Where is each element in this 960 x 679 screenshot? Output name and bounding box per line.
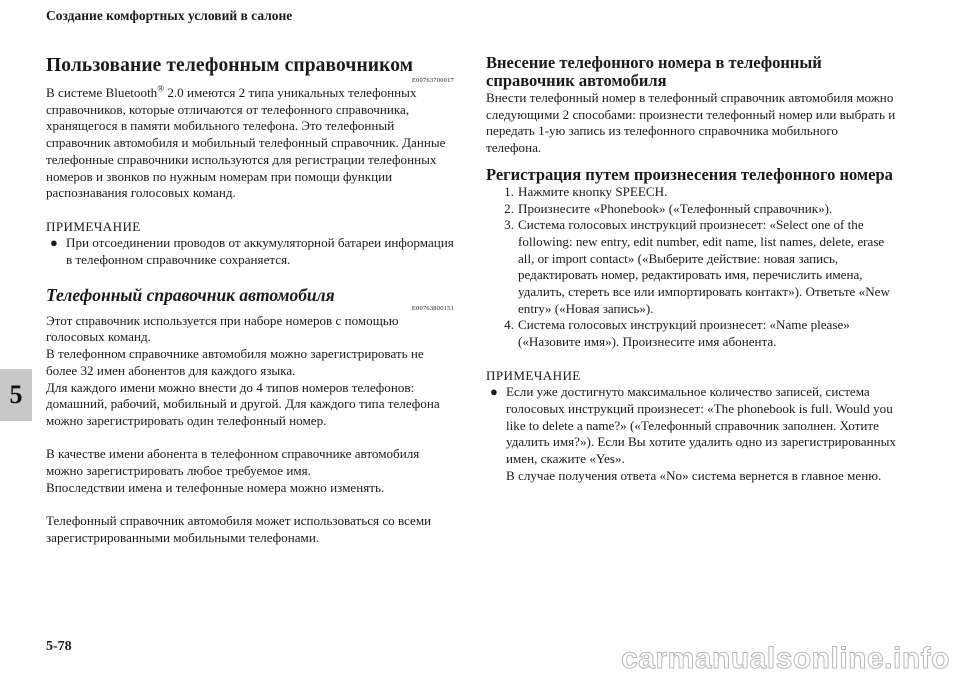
note-bullet: ● Если уже достигнуто максимальное количество записей, система голосовых инструкций произнесет: «The phonebook is full. Would you like to delete a name?» («Телефонный справочник заполнен. Хотите удалить имя?»). Если Вы хотите удалить одно из зарегистрированных имен, скажите «Yes». В случае получения ответа «No» система вернется в главное меню.: [486, 384, 896, 484]
heading-voice-registration: Регистрация путем произнесения телефонного номера: [486, 164, 893, 184]
chapter-tab: 5: [0, 369, 32, 421]
steps-list: [486, 184, 896, 351]
heading-add-number: Внесение телефонного номера в телефонный справочник автомобиля: [486, 53, 822, 90]
heading-vehicle-phonebook: Телефонный справочник автомобиля: [46, 284, 335, 305]
note-bullet: ● При отсоединении проводов от аккумуляторной батареи информация в телефонном справочнике сохраняется.: [46, 235, 454, 268]
section-header: Создание комфортных условий в салоне: [46, 8, 293, 23]
bullet-icon: ●: [50, 235, 58, 251]
bullet-icon: ●: [490, 384, 498, 400]
paragraph: Этот справочник используется при наборе номеров с помощью голосовых команд.: [46, 312, 399, 345]
paragraph: В качестве имени абонента в телефонном справочнике автомобиля можно зарегистрировать любое требуемое имя.: [46, 446, 420, 479]
section-code: E00763700017: [411, 77, 454, 84]
paragraph: Для каждого имени можно внести до 4 типов номеров телефонов: домашний, рабочий, мобильный и другой. Для каждого типа телефона можно зарегистрировать один телефонный номер.: [46, 379, 440, 428]
right-column: [486, 54, 896, 484]
list-item: 3. Система голосовых инструкций произнесет: «Select one of the following: new entry, edit number, edit name, list names, delete, erase all, or import contact» («Выберите действие: новая запись, редактировать номер, редактировать имя, перечислить имена, удалить, стереть все или импортировать контакт»). Ответьте «New entry» («Новая запись»).: [504, 217, 890, 316]
heading-phonebook-usage: Пользование телефонным справочником: [46, 55, 414, 76]
paragraph: Впоследствии имена и телефонные номера можно изменять.: [46, 479, 385, 495]
note-title: ПРИМЕЧАНИЕ: [46, 218, 141, 234]
watermark-logo: carmanualsonline.info: [621, 642, 950, 675]
paragraph: Телефонный справочник автомобиля может использоваться со всеми зарегистрированными мобильными телефонами.: [46, 513, 432, 545]
list-item: 1. Нажмите кнопку SPEECH.: [504, 183, 668, 199]
page-number: 5-78: [46, 639, 72, 654]
list-item: 4. Система голосовых инструкций произнесет: «Name please» («Назовите имя»). Произнесите имя абонента.: [504, 317, 850, 350]
note-title: ПРИМЕЧАНИЕ: [486, 367, 581, 383]
paragraph: В телефонном справочнике автомобиля можно зарегистрировать не более 32 имен абонентов для каждого языка.: [46, 346, 424, 378]
section-code: E00763800151: [411, 304, 454, 312]
intro-paragraph: В системе Bluetooth® 2.0 имеются 2 типа уникальных телефонных справочников, которые отличаются от телефонного справочника, хранящегося в памяти мобильного телефона. Это телефонный справочник автомобиля и мобильный телефонный справочник. Данные телефонные справочники используются для регистрации телефонных номеров и звонков по нужным номерам при помощи функции распознавания голосовых команд.: [46, 83, 446, 201]
left-column: [46, 54, 454, 547]
paragraph: Внести телефонный номер в телефонный справочник автомобиля можно следующими 2 способами: произнести телефонный номер или выбрать и передать 1-ую запись из телефонного справочника мобильного телефона.: [486, 90, 896, 156]
list-item: 2. Произнесите «Phonebook» («Телефонный справочник»).: [504, 200, 833, 216]
